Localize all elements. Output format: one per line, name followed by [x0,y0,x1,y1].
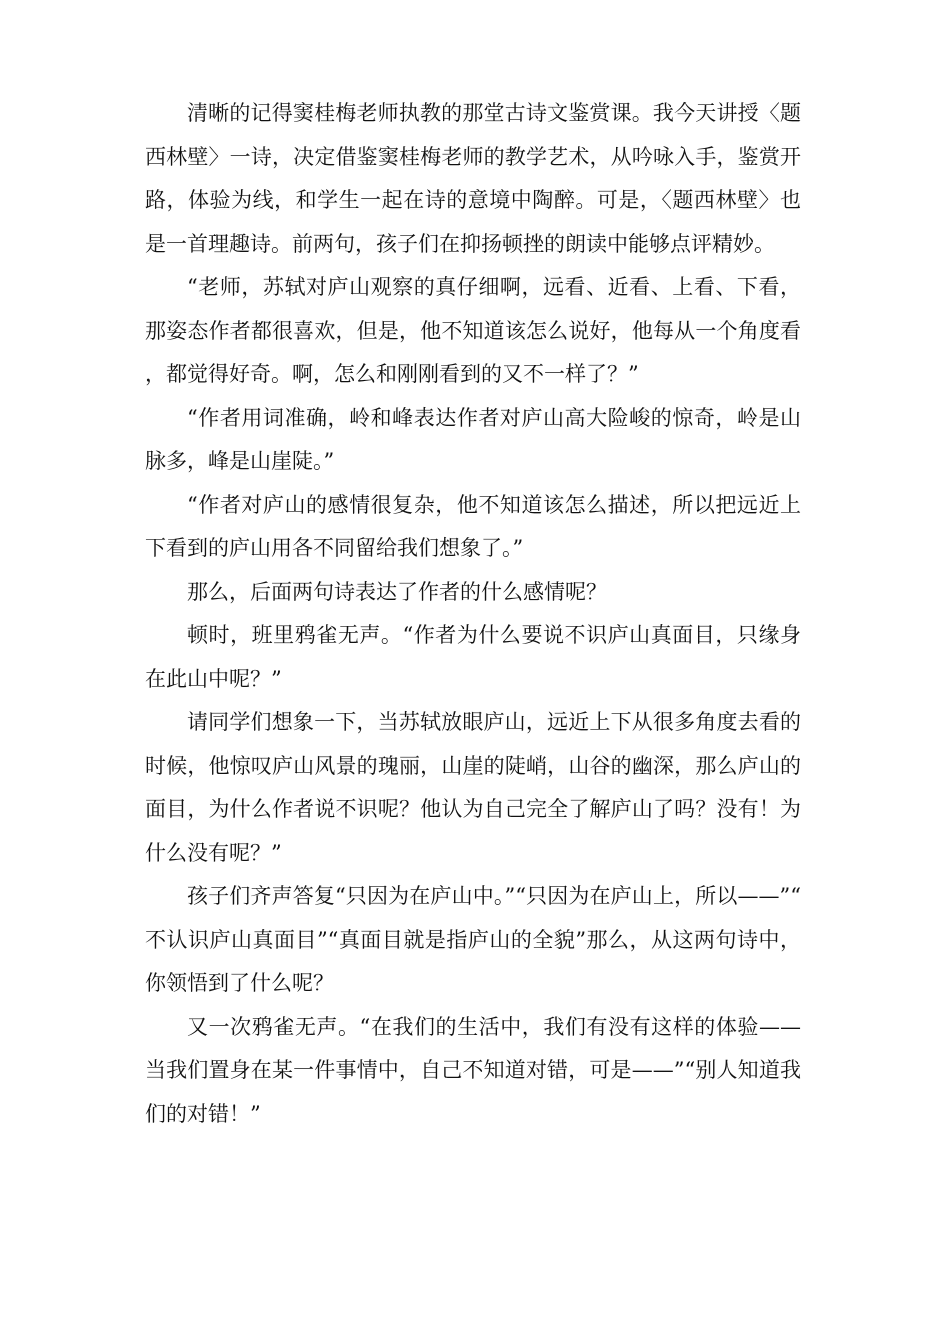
paragraph-silence-1: 顿时，班里鸦雀无声。“作者为什么要说不识庐山真面目，只缘身在此山中呢？” [145,623,801,691]
paragraph-chorus-answer: 孩子们齐声答复“只因为在庐山中。”“只因为在庐山上，所以——”“不认识庐山真面目”“真面目就是指庐山的全貌”那么，从这两句诗中，你领悟到了什么呢？ [145,884,801,995]
document-body [145,92,801,1136]
paragraph-student-answer-1: “老师，苏轼对庐山观察的真仔细啊，远看、近看、上看、下看，那姿态作者都很喜欢，但是，他不知道该怎么说好，他每从一个角度看，都觉得好奇。啊，怎么和刚刚看到的又不一样了？” [145,275,801,386]
paragraph-student-answer-2: “作者用词准确，岭和峰表达作者对庐山高大险峻的惊奇，岭是山脉多，峰是山崖陡。” [145,405,801,473]
paragraph-teacher-question: 那么，后面两句诗表达了作者的什么感情呢？ [187,579,607,604]
paragraph-intro: 清晰的记得窦桂梅老师执教的那堂古诗文鉴赏课。我今天讲授〈题西林壁〉一诗，决定借鉴窦桂梅老师的教学艺术，从吟咏入手，鉴赏开路，体验为线，和学生一起在诗的意境中陶醉。可是，〈题西林壁〉也是一首理趣诗。前两句，孩子们在抑扬顿挫的朗读中能够点评精妙。 [145,101,801,256]
paragraph-imagine: 请同学们想象一下，当苏轼放眼庐山，远近上下从很多角度去看的时候，他惊叹庐山风景的瑰丽，山崖的陡峭，山谷的幽深，那么庐山的面目，为什么作者说不识呢？他认为自己完全了解庐山了吗？没有！为什么没有呢？” [145,710,801,865]
paragraph-student-answer-3: “作者对庐山的感情很复杂，他不知道该怎么描述，所以把远近上下看到的庐山用各不同留给我们想象了。” [145,492,801,560]
paragraph-silence-2: 又一次鸦雀无声。“在我们的生活中，我们有没有这样的体验——当我们置身在某一件事情中，自己不知道对错，可是——”“别人知道我们的对错！” [145,1014,801,1126]
